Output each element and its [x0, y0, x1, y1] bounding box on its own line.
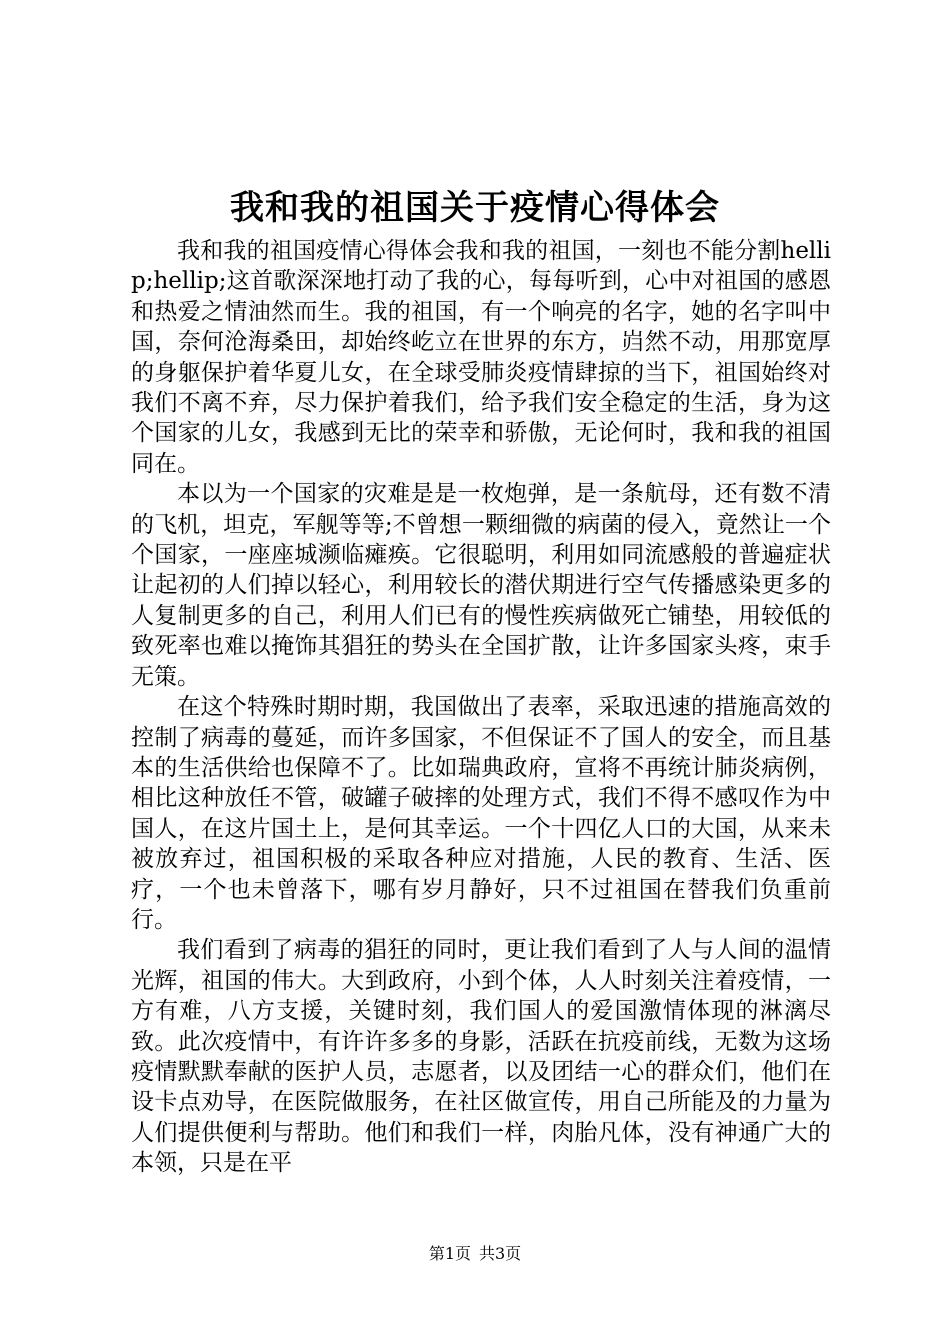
page-total: 共3页 [479, 1244, 522, 1263]
page-number: 第1页 [428, 1244, 471, 1263]
paragraph-3: 在这个特殊时期时期，我国做出了表率，采取迅速的措施高效的控制了病毒的蔓延，而许多国家，不但保证不了国人的安全，而且基本的生活供给也保障不了。比如瑞典政府，宣将不再统计肺炎病例，相比这种放任不管，破罐子破摔的处理方式，我们不得不感叹作为中国人，在这片国土上，是何其幸运。一个十四亿人口的大国，从来未被放弃过，祖国积极的采取各种应对措施，人民的教育、生活、医疗，一个也未曾落下，哪有岁月静好，只不过祖国在替我们负重前行。 [131, 694, 831, 933]
page-title: 我和我的祖国关于疫情心得体会 [230, 188, 720, 228]
page-footer [0, 1242, 950, 1266]
paragraph-4: 我们看到了病毒的猖狂的同时，更让我们看到了人与人间的温情光辉，祖国的伟大。大到政府，小到个体，人人时刻关注着疫情，一方有难，八方支援，关键时刻，我们国人的爱国激情体现的淋漓尽致。此次疫情中，有许许多多的身影，活跃在抗疫前线，无数为这场疫情默默奉献的医护人员，志愿者，以及团结一心的群众们，他们在设卡点劝导，在医院做服务，在社区做宣传，用自己所能及的力量为人们提供便利与帮助。他们和我们一样，肉胎凡体，没有神通广大的本领，只是在平 [131, 937, 831, 1177]
document-body [131, 236, 831, 1179]
paragraph-1: 我和我的祖国疫情心得体会我和我的祖国，一刻也不能分割hellip;hellip;这首歌深深地打动了我的心，每每听到，心中对祖国的感恩和热爱之情油然而生。我的祖国，有一个响亮的名字，她的名字叫中国，奈何沧海桑田，却始终屹立在世界的东方，岿然不动，用那宽厚的身躯保护着华夏儿女，在全球受肺炎疫情肆掠的当下，祖国始终对我们不离不弃，尽力保护着我们，给予我们安全稳定的生活，身为这个国家的儿女，我感到无比的荣幸和骄傲，无论何时，我和我的祖国同在。 [131, 238, 831, 477]
paragraph-2: 本以为一个国家的灾难是是一枚炮弹，是一条航母，还有数不清的飞机，坦克，军舰等等;不曾想一颗细微的病菌的侵入，竟然让一个个国家，一座座城濒临瘫痪。它很聪明，利用如同流感般的普遍症状让起初的人们掉以轻心，利用较长的潜伏期进行空气传播感染更多的人复制更多的自己，利用人们已有的慢性疾病做死亡铺垫，用较低的致死率也难以掩饰其猖狂的势头在全国扩散，让许多国家头疼，束手无策。 [131, 481, 831, 690]
